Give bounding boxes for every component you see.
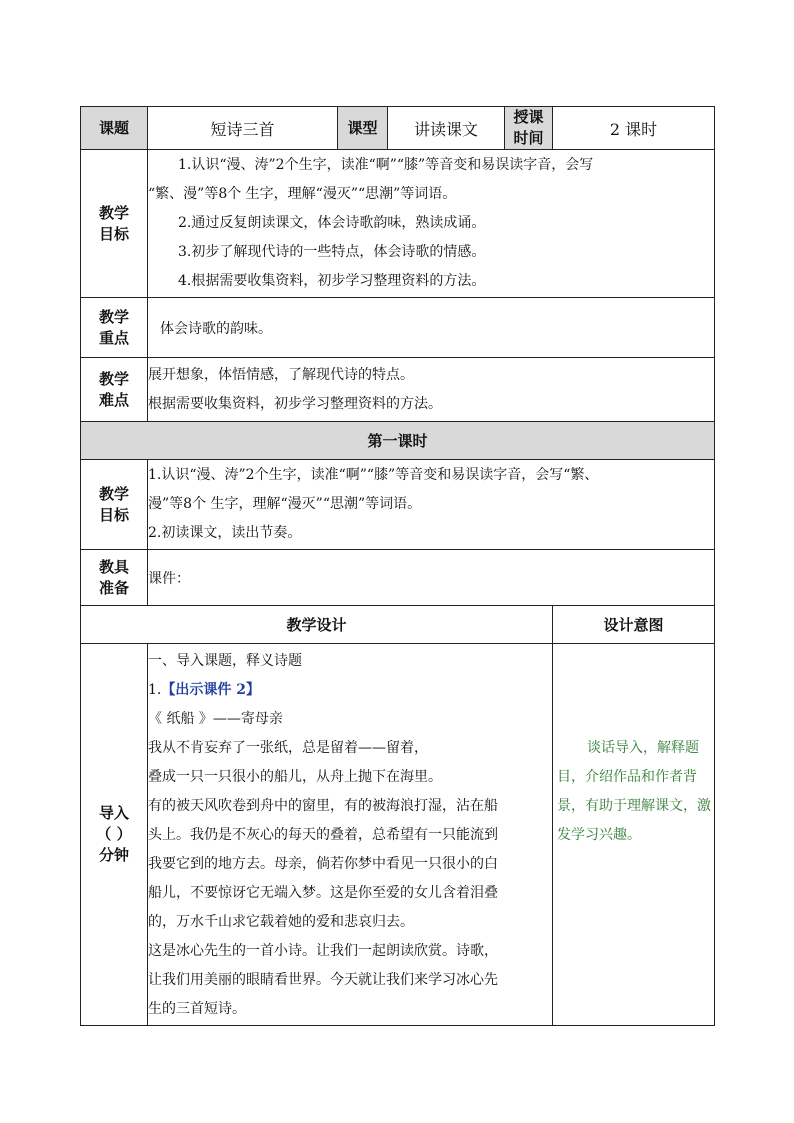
tools-row <box>81 550 715 606</box>
intro-label-line-1: 导入 <box>98 804 129 822</box>
lesson1-title-row <box>81 422 715 460</box>
goals-label-line-2: 目标 <box>98 224 129 243</box>
design-content <box>148 644 553 1026</box>
topic-label: 课题 <box>81 107 148 150</box>
tools-label-line-1: 教具 <box>98 557 129 576</box>
goals-line: 1.认识“漫、涛”2个生字，读准“啊”“膝”等音变和易误读字音，会写 <box>178 157 594 173</box>
lesson1-goals-label <box>81 460 148 550</box>
poem-line: 我要它到的地方去。母亲，倘若你梦中看见一只很小的白 <box>148 856 498 872</box>
time-label-line-2: 时间 <box>513 129 544 147</box>
difficulties-label-line-2: 难点 <box>98 390 129 409</box>
goals-row <box>81 150 715 298</box>
lesson1-goals-line: 漫”等8个 生字，理解“漫灭”“思潮”等词语。 <box>148 496 422 512</box>
topic-value: 短诗三首 <box>148 107 338 150</box>
intro-label-line-3: 分钟 <box>98 846 129 864</box>
goals-line: 3.初步了解现代诗的一些特点，体会诗歌的情感。 <box>178 244 486 260</box>
design-header-row <box>81 606 715 644</box>
tools-label <box>81 550 148 606</box>
goals-line: “繁、漫”等8个 生字，理解“漫灭”“思潮”等词语。 <box>148 186 457 202</box>
lesson1-goals-row <box>81 460 715 550</box>
design-column-header: 教学设计 <box>81 606 553 644</box>
intro-label <box>81 644 148 1026</box>
commentary-line: 让我们用美丽的眼睛看世界。今天就让我们来学习冰心先 <box>148 972 498 988</box>
poem-line: 有的被天风吹卷到舟中的窗里，有的被海浪打湿，沾在船 <box>148 798 498 814</box>
difficulties-content <box>148 358 715 422</box>
difficulties-label <box>81 358 148 422</box>
lesson1-goals-content <box>148 460 715 550</box>
key-points-label-line-2: 重点 <box>98 328 129 347</box>
key-points-row <box>81 298 715 358</box>
poem-line: 的，万水千山求它载着她的爱和悲哀归去。 <box>148 914 414 930</box>
type-value: 讲读课文 <box>388 107 505 150</box>
step-heading: 一、导入课题，释义诗题 <box>148 653 302 669</box>
lesson1-goals-label-line-1: 教学 <box>98 484 129 503</box>
goals-line: 2.通过反复朗读课文，体会诗歌韵味，熟读成诵。 <box>178 215 486 231</box>
intent-text: 谈话导入，解释题目，介绍作品和作者背景，有助于理解课文，激发学习兴趣。 <box>557 740 711 843</box>
key-points-label <box>81 298 148 358</box>
lesson-plan-table <box>80 106 715 1026</box>
difficulties-line: 展开想象，体悟情感，了解现代诗的特点。 <box>148 366 414 383</box>
tools-label-line-2: 准备 <box>98 578 129 597</box>
tools-text: 课件： <box>148 550 715 606</box>
type-label: 课型 <box>338 107 388 150</box>
time-value: 2 课时 <box>553 107 715 150</box>
poem-line: 头上。我仍是不灰心的每天的叠着，总希望有一只能流到 <box>148 827 498 843</box>
intent-cell <box>553 644 715 1026</box>
key-points-label-line-1: 教学 <box>98 307 129 326</box>
courseware-item <box>148 676 552 705</box>
lesson1-goals-line: 2.初读课文，读出节奏。 <box>148 525 302 541</box>
difficulties-row <box>81 358 715 422</box>
commentary-line: 这是冰心先生的一首小诗。让我们一起朗读欣赏。诗歌， <box>148 943 498 959</box>
difficulties-line: 根据需要收集资料，初步学习整理资料的方法。 <box>148 395 442 412</box>
poem-line: 船儿，不要惊讶它无端入梦。这是你至爱的女儿含着泪叠 <box>148 885 498 901</box>
difficulties-label-line-1: 教学 <box>98 369 129 388</box>
commentary-line: 生的三首短诗。 <box>148 1001 246 1017</box>
poem-title: 《 纸船 》——寄母亲 <box>148 711 283 727</box>
intent-column-header: 设计意图 <box>553 606 715 644</box>
key-points-text: 体会诗歌的韵味。 <box>148 298 715 358</box>
poem-line: 我从不肯妄弃了一张纸，总是留着——留着， <box>148 740 428 756</box>
intro-row <box>81 644 715 1026</box>
lesson1-goals-label-line-2: 目标 <box>98 505 129 524</box>
goals-content <box>148 150 715 298</box>
lesson1-title: 第一课时 <box>81 422 715 460</box>
poem-line: 叠成一只一只很小的船儿，从舟上抛下在海里。 <box>148 769 442 785</box>
goals-label <box>81 150 148 298</box>
goals-line: 4.根据需要收集资料，初步学习整理资料的方法。 <box>178 273 486 289</box>
header-row <box>81 107 715 150</box>
lesson1-goals-line: 1.认识“漫、涛”2个生字，读准“啊”“膝”等音变和易误读字音，会写“繁、 <box>148 467 599 483</box>
time-label <box>505 107 553 150</box>
intro-label-line-2: （ ） <box>96 825 132 843</box>
time-label-line-1: 授课 <box>513 108 544 126</box>
item-prefix: 1. <box>148 682 162 698</box>
goals-label-line-1: 教学 <box>98 203 129 222</box>
courseware-highlight: 【出示课件 2】 <box>161 682 260 698</box>
